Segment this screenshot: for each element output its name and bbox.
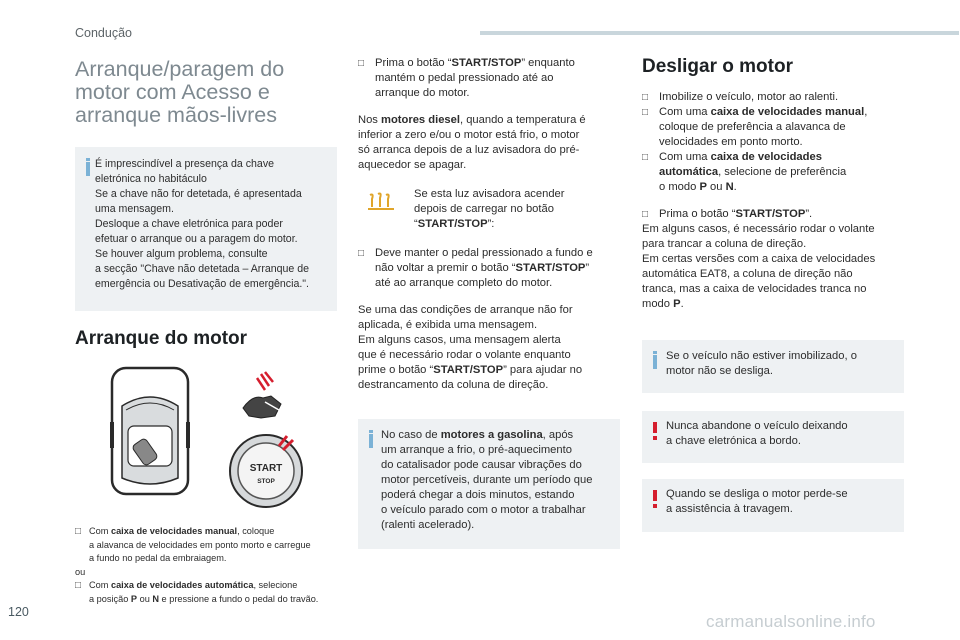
- list-item: □ Com caixa de velocidades automática, selecione a posição P ou N e pressione a fundo o pedal do travão.: [75, 580, 319, 604]
- info-box-key-required: É imprescindível a presença da chave eletrónica no habitáculo Se a chave não for detetada, é apresentada uma mensagem. Desloque a chave eletrónica para poder efetuar o arranque ou a paragem do motor. Se houver algum problema, consulte a secção "Chave não detetada – Arranque de emergência ou Desativação de emergência.".: [75, 147, 337, 311]
- checkbox-icon: □: [75, 526, 82, 537]
- watermark: carmanualsonline.info: [706, 612, 876, 631]
- illustration-area: [75, 366, 337, 516]
- or-text: ou: [75, 566, 86, 577]
- info-icon: [367, 430, 375, 448]
- preheat-warning-lamp-icon: [366, 191, 396, 211]
- section-title-engine-start: Arranque do motor: [75, 328, 248, 349]
- warning-icon: [651, 490, 659, 508]
- conditions-paragraph: Se uma das condições de arranque não for aplicada, é exibida uma mensagem. Em alguns casos, uma mensagem alerta que é necessário rodar o volante enquanto prime o botão “START/STOP” para ajudar no destrancamento da coluna de direção.: [358, 304, 583, 391]
- section-title-engine-stop: Desligar o motor: [642, 56, 793, 77]
- column-middle: [358, 56, 620, 549]
- list-item: □ Prima o botão “START/STOP”.: [642, 208, 813, 220]
- car-key-illustration: [110, 366, 190, 496]
- checkbox-icon: □: [642, 107, 649, 118]
- info-icon: [651, 351, 659, 369]
- warning-icon: [651, 422, 659, 440]
- warning-box-key-onboard: Nunca abandone o veículo deixando a chave eletrónica a bordo.: [642, 411, 904, 463]
- list-item: □ Com uma caixa de velocidades manual, coloque de preferência a alavanca de velocidades em ponto morto.: [642, 106, 868, 148]
- page-title: Arranque/paragem do motor com Acesso e arranque mãos-livres: [75, 57, 285, 127]
- column-left: [75, 58, 337, 606]
- warning-box-brake-assist: Quando se desliga o motor perde-se a assistência à travagem.: [642, 479, 904, 532]
- checkbox-icon: □: [75, 580, 82, 591]
- list-item: □ Deve manter o pedal pressionado a fundo e não voltar a premir o botão “START/STOP” até ao arranque completo do motor.: [358, 247, 593, 289]
- checkbox-icon: □: [642, 92, 649, 103]
- diesel-paragraph: Nos motores diesel, quando a temperatura é inferior a zero e/ou o motor está frio, o motor só arranca depois de a luz avisadora do pré- aquecedor se apagar.: [358, 114, 586, 171]
- foot-press-icon: [235, 368, 291, 424]
- info-box-not-immobilised: Se o veículo não estiver imobilizado, o motor não se desliga.: [642, 340, 904, 393]
- checkbox-icon: □: [642, 152, 649, 163]
- info-box-petrol: No caso de motores a gasolina, após um arranque a frio, o pré-aquecimento do catalisador pode causar vibrações do motor percetíveis, durante um período que poderá chegar a dois minutos, estando o veículo parado com o motor a trabalhar (ralenti acelerado).: [358, 419, 620, 549]
- checkbox-icon: □: [358, 248, 365, 259]
- checkbox-icon: □: [358, 58, 365, 69]
- start-button-label: START STOP: [249, 463, 283, 485]
- header-accent-bar: [480, 31, 959, 35]
- list-item: □ Com uma caixa de velocidades automática, selecione de preferência o modo P ou N.: [642, 151, 847, 193]
- column-right: [642, 56, 904, 532]
- info-icon: [84, 158, 92, 176]
- stop-paragraph: Em alguns casos, é necessário rodar o volante para trancar a coluna de direção. Em certas versões com a caixa de velocidades automática EAT8, a coluna de direção não tranca, mas a caixa de velocidades tranca no modo P.: [642, 223, 876, 310]
- list-item: □ Imobilize o veículo, motor ao ralenti.: [642, 91, 839, 103]
- header-section-label: Condução: [75, 26, 132, 40]
- checkbox-icon: □: [642, 209, 649, 220]
- list-item: □ Com caixa de velocidades manual, coloque a alavanca de velocidades em ponto morto e carregue a fundo no pedal da embraiagem.: [75, 526, 311, 563]
- list-item: □ Prima o botão “START/STOP” enquanto mantém o pedal pressionado até ao arranque do motor.: [358, 57, 575, 99]
- preheat-lamp-note: Se esta luz avisadora acender depois de carregar no botão “START/STOP”:: [358, 187, 620, 237]
- page-number: 120: [8, 605, 29, 619]
